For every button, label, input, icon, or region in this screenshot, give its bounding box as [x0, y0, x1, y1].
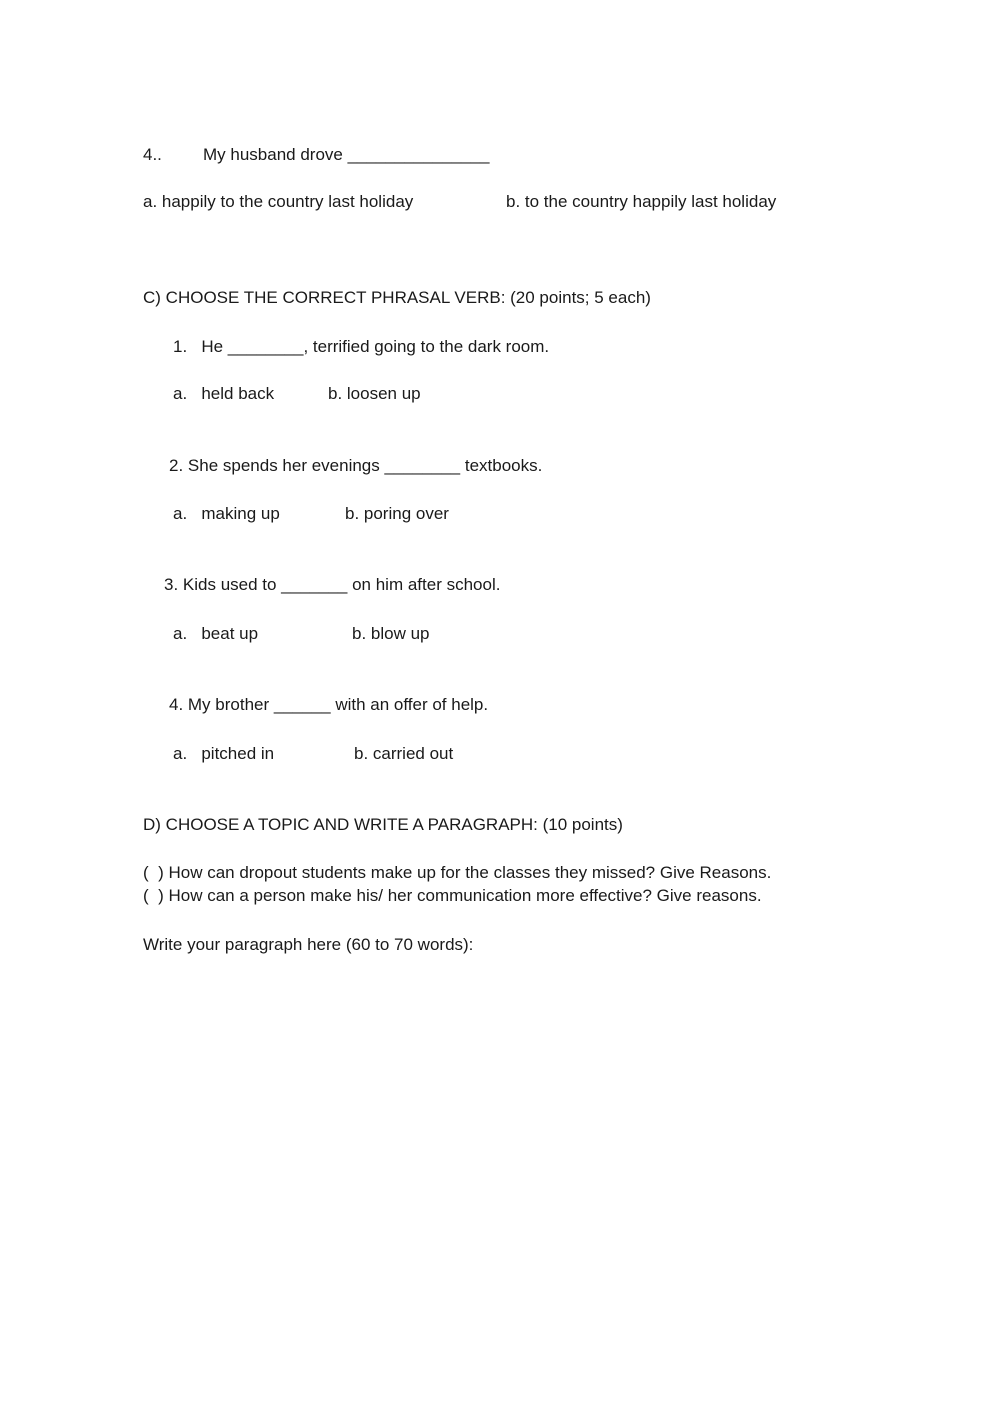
paragraph-prompt: Write your paragraph here (60 to 70 words):: [143, 935, 474, 954]
phrasal-question-4: 4. My brother ______ with an offer of help.: [169, 695, 489, 714]
phrasal-question-1-option-b: b. loosen up: [328, 384, 421, 403]
phrasal-question-1-option-a: a. held back: [173, 384, 275, 403]
question-4-option-b: b. to the country happily last holiday: [506, 192, 777, 211]
question-4-text: My husband drove _______________: [203, 145, 490, 164]
section-d-heading: D) CHOOSE A TOPIC AND WRITE A PARAGRAPH: (10 points): [143, 815, 623, 834]
phrasal-question-2-option-a: a. making up: [173, 504, 280, 523]
phrasal-question-1: 1. He ________, terrified going to the dark room.: [173, 337, 550, 356]
phrasal-question-3-option-a: a. beat up: [173, 624, 259, 643]
phrasal-question-3: 3. Kids used to _______ on him after school.: [164, 575, 501, 594]
phrasal-question-3-option-b: b. blow up: [352, 624, 430, 643]
phrasal-question-4-option-b: b. carried out: [354, 744, 454, 763]
phrasal-question-2-option-b: b. poring over: [345, 504, 449, 523]
section-c-heading: C) CHOOSE THE CORRECT PHRASAL VERB: (20 points; 5 each): [143, 288, 651, 307]
topic-option-2: ( ) How can a person make his/ her communication more effective? Give reasons.: [143, 886, 762, 905]
question-4-number: 4..: [143, 145, 162, 164]
phrasal-question-4-option-a: a. pitched in: [173, 744, 275, 763]
question-4-option-a: a. happily to the country last holiday: [143, 192, 414, 211]
topic-option-1: ( ) How can dropout students make up for the classes they missed? Give Reasons.: [143, 863, 772, 882]
phrasal-question-2: 2. She spends her evenings ________ textbooks.: [169, 456, 543, 475]
